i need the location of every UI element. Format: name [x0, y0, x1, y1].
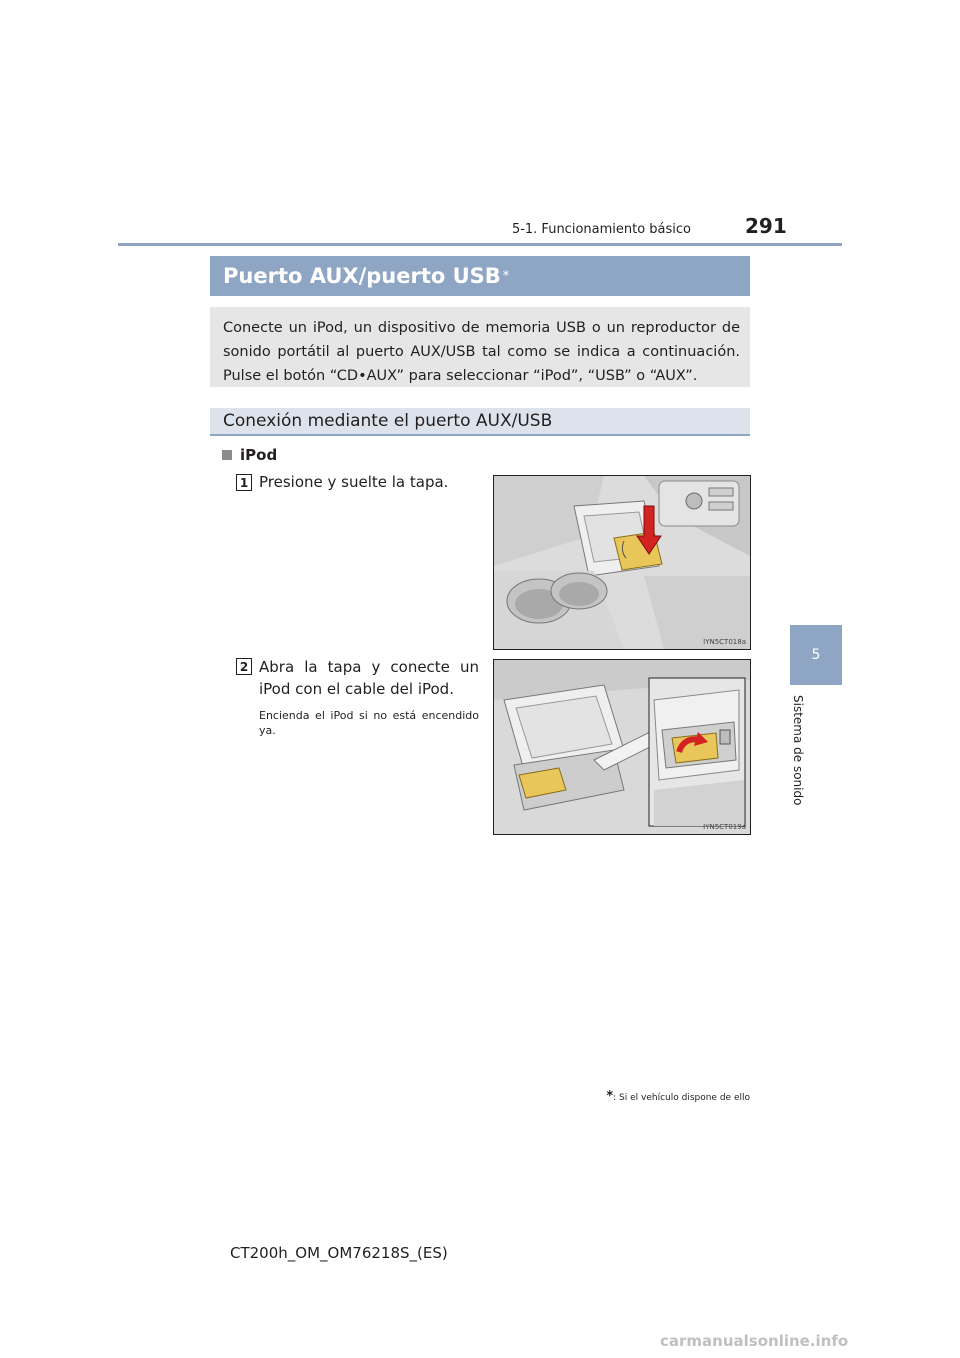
section-title: Puerto AUX/puerto USB — [223, 264, 501, 288]
intro-text: Conecte un iPod, un dispositivo de memoria USB o un reproductor de sonido portátil al puerto AUX/USB tal como se indica a continuación. Pulse el botón “CD•AUX” para seleccionar “iPod”, “USB” o “AUX”. — [210, 307, 750, 387]
ipod-heading — [222, 446, 277, 464]
figure-press-lid — [493, 475, 751, 650]
chapter-number: 5 — [811, 647, 821, 663]
step-2-note: Encienda el iPod si no está encendido ya. — [259, 709, 479, 737]
page-number: 291 — [745, 214, 787, 238]
console-illustration-2 — [494, 660, 750, 834]
console-illustration-1 — [494, 476, 750, 649]
chapter-title: Sistema de sonido — [791, 694, 805, 806]
section-label: 5-1. Funcionamiento básico — [511, 222, 691, 237]
chapter-tab — [790, 625, 842, 685]
header-rule — [118, 243, 842, 246]
figure-2-code: IYN5CT019a — [703, 823, 746, 831]
step-1-number: 1 — [236, 474, 252, 491]
footnote-text: : Si el vehículo dispone de ello — [613, 1093, 750, 1103]
step-2-number: 2 — [236, 658, 252, 675]
watermark: carmanualsonline.info — [660, 1332, 849, 1350]
step-1-text: Presione y suelte la tapa. — [259, 473, 449, 491]
footnote-marker: * — [606, 1089, 614, 1104]
ipod-heading-label: iPod — [240, 446, 278, 464]
optional-marker: * — [502, 268, 510, 284]
document-id: CT200h_OM_OM76218S_(ES) — [230, 1244, 448, 1262]
step-2-text: Abra la tapa y conecte un iPod con el cable del iPod. — [259, 658, 479, 698]
figure-open-lid — [493, 659, 751, 835]
subsection-title — [210, 408, 750, 436]
subsection-label: Conexión mediante el puerto AUX/USB — [223, 411, 553, 431]
square-bullet-icon — [222, 450, 232, 460]
section-title-bar — [210, 256, 750, 296]
footnote — [606, 1089, 750, 1104]
figure-1-code: IYN5CT018a — [703, 638, 746, 646]
